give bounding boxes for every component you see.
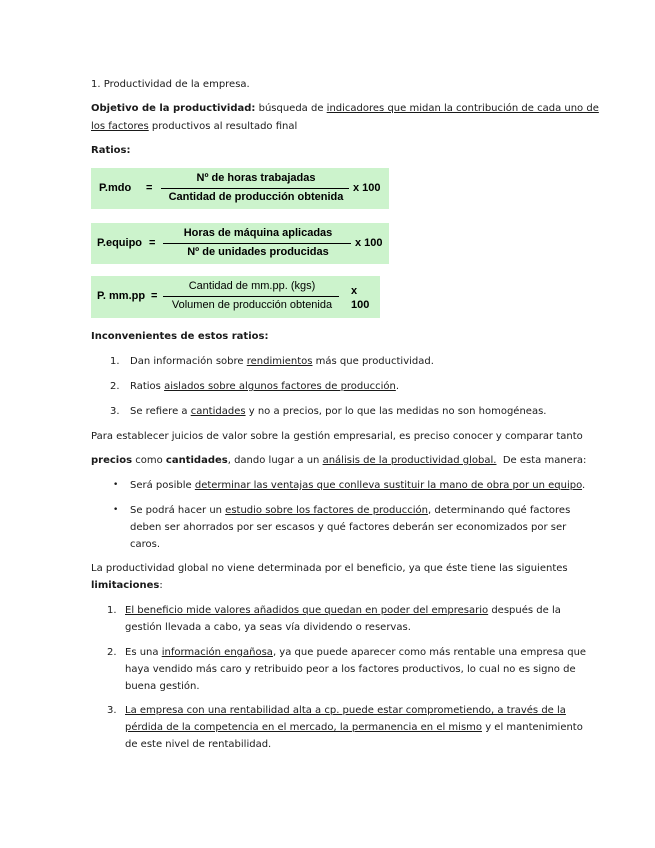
bold-text: limitaciones: [91, 580, 160, 591]
formula-denominator: Volumen de producción obtenida: [171, 299, 333, 311]
list-number: 3.: [110, 406, 120, 417]
formula-equals: =: [151, 290, 158, 302]
list-item-text: [130, 356, 434, 367]
list-number: 2.: [107, 647, 117, 658]
objective-line-2: [91, 121, 297, 132]
limitacion-2-line-1: [125, 647, 586, 658]
text: Será posible: [130, 480, 195, 491]
bullet-item-2-line-2: deben ser ahorrados por ser escasos y qué factores deberán ser economizados por ser: [130, 522, 567, 533]
formula-multiplier: x 100: [355, 237, 383, 249]
text: Es una: [125, 647, 162, 658]
ratios-label: Ratios:: [91, 145, 131, 156]
text: y el mantenimiento: [482, 722, 583, 733]
text: Dan información sobre: [130, 356, 247, 367]
list-number: 1.: [107, 605, 117, 616]
text: Se refiere a: [130, 406, 191, 417]
text: :: [159, 580, 163, 591]
list-item-text: [130, 381, 399, 392]
underlined-text: aislados sobre algunos factores de producción: [164, 381, 396, 392]
text: De esta manera:: [496, 455, 587, 466]
inconvenientes-label: Inconvenientes de estos ratios:: [91, 331, 269, 342]
text: Se podrá hacer un: [130, 505, 226, 516]
bullet-item-1: [130, 480, 585, 491]
underlined-text: cantidades: [190, 406, 246, 417]
limitacion-2-line-3: buena gestión.: [125, 681, 200, 692]
paragraph-1-line-2: [91, 455, 586, 466]
text: .: [395, 381, 400, 392]
text: , ya que puede aparecer como más rentable una empresa que: [272, 647, 587, 658]
list-item: [110, 381, 120, 392]
formula-equals: =: [146, 182, 153, 194]
formula-box-equipo: [91, 223, 389, 264]
paragraph-2-line-1: La productividad global no viene determinada por el beneficio, ya que éste tiene las siguientes: [91, 563, 568, 574]
list-number: 1.: [110, 356, 120, 367]
limitacion-3-line-3: de este nivel de rentabilidad.: [125, 739, 272, 750]
objective-text-2: productivos al resultado final: [148, 121, 298, 132]
objective-text: búsqueda de: [255, 103, 327, 114]
underlined-text: pérdida de la competencia en el mercado, la permanencia en el mismo: [125, 722, 483, 733]
fraction-line: [163, 243, 351, 244]
bullet-item-2-line-1: [130, 505, 570, 516]
formula-name: P. mm.pp: [97, 290, 146, 302]
list-item-text: [130, 406, 546, 417]
objective-link-2: los factores: [91, 121, 149, 132]
limitacion-3-line-1: [125, 705, 566, 716]
text: y no a precios, por lo que las medidas no son homogéneas.: [245, 406, 547, 417]
objective-link-1: indicadores que midan la contribución de cada uno de: [326, 103, 599, 114]
fraction-line: [161, 188, 349, 189]
underlined-text: El beneficio mide valores añadidos que quedan en poder del empresario: [125, 605, 489, 616]
paragraph-2-line-2: [91, 580, 163, 591]
bold-text: cantidades: [165, 455, 228, 466]
bullet-item-2-line-3: caros.: [130, 539, 161, 550]
formula-denominator: Cantidad de producción obtenida: [168, 191, 344, 203]
bullet-icon: •: [113, 505, 119, 515]
list-number: 2.: [110, 381, 120, 392]
formula-name: P.mdo: [99, 182, 132, 194]
formula-denominator: Nº de unidades producidas: [187, 246, 329, 258]
limitacion-2-line-2: haya vendido más caro y retribuido peor a los factores productivos, lo cual no es signo de: [125, 664, 576, 675]
section-heading: 1. Productividad de la empresa.: [91, 79, 250, 90]
underlined-text: rendimientos: [246, 356, 313, 367]
paragraph-1-line-1: Para establecer juicios de valor sobre la gestión empresarial, es preciso conocer y comparar tanto: [91, 431, 583, 442]
formula-box-mdo: [91, 168, 389, 209]
formula-numerator: Nº de horas trabajadas: [196, 172, 316, 184]
limitacion-1-line-1: [125, 605, 561, 616]
underlined-text: La empresa con una rentabilidad alta a cp. puede estar comprometiendo, a través de la: [125, 705, 566, 716]
text: .: [582, 480, 586, 491]
formula-multiplier: x 100: [353, 182, 381, 194]
limitacion-3-line-2: [125, 722, 583, 733]
list-item: [110, 356, 120, 367]
underlined-text: determinar las ventajas que conlleva sustituir la mano de obra por un equipo: [194, 480, 583, 491]
underlined-text: análisis de la productividad global.: [322, 455, 497, 466]
formula-numerator: Horas de máquina aplicadas: [183, 227, 333, 239]
fraction-line: [163, 296, 339, 297]
text: , dando lugar a un: [227, 455, 323, 466]
list-item: [110, 406, 120, 417]
bold-text: precios: [91, 455, 133, 466]
text: Ratios: [130, 381, 165, 392]
underlined-text: estudio sobre los factores de producción: [225, 505, 428, 516]
underlined-text: información engañosa: [161, 647, 273, 658]
text: , determinando qué factores: [427, 505, 571, 516]
text: después de la: [488, 605, 561, 616]
list-number: 3.: [107, 705, 117, 716]
text: como: [132, 455, 166, 466]
bullet-icon: •: [113, 480, 119, 490]
formula-multiplier-100: 100: [351, 299, 370, 311]
objective-line-1: [91, 103, 599, 114]
objective-label: Objetivo de la productividad:: [91, 103, 256, 114]
formula-box-mmpp: [91, 276, 380, 318]
formula-numerator: Cantidad de mm.pp. (kgs): [188, 280, 316, 292]
formula-name: P.equipo: [97, 237, 143, 249]
formula-multiplier-x: x: [351, 285, 358, 297]
text: más que productividad.: [312, 356, 434, 367]
limitacion-1-line-2: gestión llevada a cabo, ya seas vía dividendo o reservas.: [125, 622, 411, 633]
formula-equals: =: [149, 237, 156, 249]
